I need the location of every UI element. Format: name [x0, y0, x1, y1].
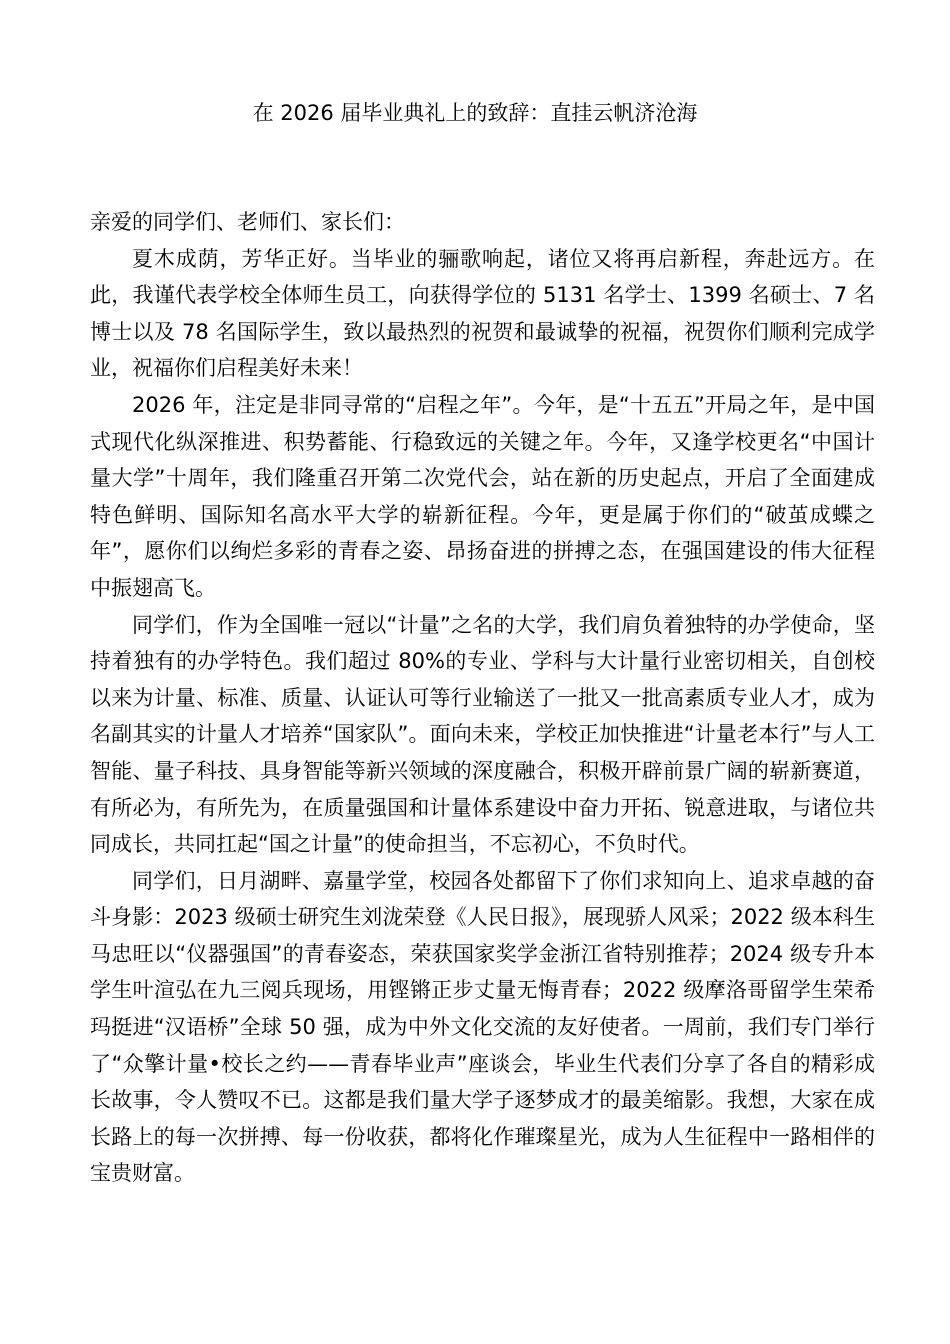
- paragraph-3: 同学们，作为全国唯一冠以“计量”之名的大学，我们肩负着独特的办学使命，坚持着独有的办学特色。我们超过 80%的专业、学科与大计量行业密切相关，自创校以来为计量、标准、质量、认证认可等行业输送了一批又一批高素质专业人才，成为名副其实的计量人才培养“国家队”。面向未来，学校正加快推进“计量老本行”与人工智能、量子科技、具身智能等新兴领域的深度融合，积极开辟前景广阔的崭新赛道，有所必为，有所先为，在质量强国和计量体系建设中奋力开拓、锐意进取，与诸位共同成长，共同扛起“国之计量”的使命担当，不忘初心，不负时代。: [90, 612, 875, 857]
- salutation: 亲爱的同学们、老师们、家长们：: [90, 210, 405, 234]
- document-body: [90, 204, 875, 1192]
- paragraph-2: 2026 年，注定是非同寻常的“启程之年”。今年，是“十五五”开局之年，是中国式现代化纵深推进、积势蓄能、行稳致远的关键之年。今年，又逢学校更名“中国计量大学”十周年，我们隆重召开第二次党代会，站在新的历史起点，开启了全面建成特色鲜明、国际知名高水平大学的崭新征程。今年，更是属于你们的“破茧成蝶之年”，愿你们以绚烂多彩的青春之姿、昂扬奋进的拼搏之态，在强国建设的伟大征程中振翅高飞。: [90, 392, 875, 600]
- paragraph-1: 夏木成荫，芳华正好。当毕业的骊歌响起，诸位又将再启新程，奔赴远方。在此，我谨代表学校全体师生员工，向获得学位的 5131 名学士、1399 名硕士、7 名博士以及 78 名国际学生，致以最热烈的祝贺和最诚挚的祝福，祝贺你们顺利完成学业，祝福你们启程美好未来！: [90, 246, 875, 381]
- paragraph-4: 同学们，日月湖畔、嘉量学堂，校园各处都留下了你们求知向上、追求卓越的奋斗身影：2023 级硕士研究生刘泷荣登《人民日报》，展现骄人风采；2022 级本科生马忠旺以“仪器强国”的青春姿态，荣获国家奖学金浙江省特别推荐；2024 级专升本学生叶渲弘在九三阅兵现场，用铿锵正步丈量无悔青春；2022 级摩洛哥留学生荣希玛挺进“汉语桥”全球 50 强，成为中外文化交流的友好使者。一周前，我们专门举行了“众擎计量•校长之约——青春毕业声”座谈会，毕业生代表们分享了各自的精彩成长故事，令人赞叹不已。这都是我们量大学子逐梦成才的最美缩影。我想，大家在成长路上的每一次拼搏、每一份收获，都将化作璀璨星光，成为人生征程中一路相伴的宝贵财富。: [90, 868, 875, 1186]
- document-title: 在 2026 届毕业典礼上的致辞：直挂云帆济沧海: [252, 101, 698, 125]
